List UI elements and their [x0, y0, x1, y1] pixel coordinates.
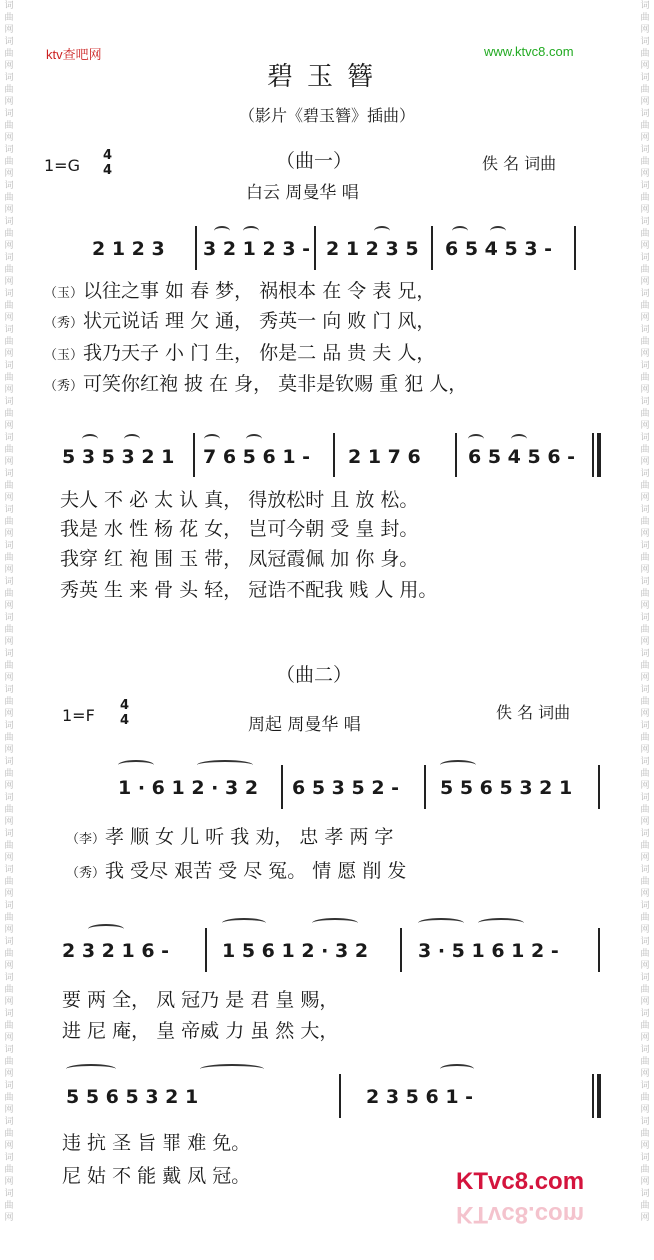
slur-mark	[440, 1064, 474, 1074]
song2-row2-measure-3: 3 · 5 1 6 1 2 -	[418, 940, 559, 962]
barline	[592, 433, 594, 477]
barline	[598, 928, 600, 972]
barline	[424, 765, 426, 809]
barline	[592, 1074, 594, 1118]
barline	[314, 226, 316, 270]
song2-row3-measure-1: 5 5 6 5 3 2 1	[66, 1086, 199, 1108]
barline	[574, 226, 576, 270]
slur-mark	[204, 434, 220, 444]
song1-singers: 白云 周曼华 唱	[246, 183, 359, 203]
final-barline	[597, 433, 601, 477]
watermark-right: www.ktvc8.com	[484, 44, 574, 59]
slur-mark	[82, 434, 98, 444]
page-subtitle: （影片《碧玉簪》插曲）	[238, 106, 415, 125]
song2-credit: 佚 名 词曲	[496, 703, 571, 722]
song1-row2-measure-4: 6 5 4 5 6 -	[468, 446, 576, 468]
barline	[339, 1074, 341, 1118]
slur-mark	[511, 434, 527, 444]
song1-row1-measure-2: 3 2 1 2 3 -	[203, 238, 311, 260]
barline	[333, 433, 335, 477]
slur-mark	[418, 918, 464, 928]
slur-mark	[452, 226, 468, 236]
slur-mark	[222, 918, 266, 928]
slur-mark	[124, 434, 140, 444]
slur-mark	[214, 226, 230, 236]
side-watermark-left: 词 曲 网 词 曲 网 词 曲 网 词 曲 网 词 曲 网 词 曲 网 词 曲 网 词 曲 网 词 曲 网 词 曲 网 词 曲 网 词 曲 网 词 曲 网 词 曲 网 词 曲 网 词 曲 网 词 曲 网 词 曲 网 词 曲 网 词 曲 网 词 曲 网 词 曲 网 词 曲 网 词 曲 网 词 曲 网 词 曲 网 词 曲 网 词 曲 网 词 曲 网 词 曲 网 词 曲 网 词 曲 网 词 曲 网 词 曲 网	[4, 1, 14, 1223]
song1-credit: 佚 名 词曲	[482, 154, 557, 173]
song1-row2-measure-2: 7 6 5 6 1 -	[203, 446, 311, 468]
slur-mark	[440, 760, 476, 770]
song1-verse-4: （秀）可笑你红袍 披 在 身， 莫非是钦赐 重 犯 人，	[44, 373, 468, 395]
watermark-left: ktv查吧网	[46, 47, 102, 62]
slur-mark	[312, 918, 358, 928]
song2-row2-measure-2: 1 5 6 1 2 · 3 2	[222, 940, 369, 962]
slur-mark	[374, 226, 390, 236]
barline	[455, 433, 457, 477]
song2-line-1: 要 两 全， 凤 冠乃 是 君 皇 赐，	[62, 989, 339, 1011]
song2-heading: （曲二）	[276, 664, 353, 686]
slur-mark	[490, 226, 506, 236]
song1-line-3: 我穿 红 袍 围 玉 带， 凤冠霞佩 加 你 身。	[60, 548, 419, 570]
site-logo: KTvc8.com	[456, 1168, 585, 1195]
barline	[281, 765, 283, 809]
song2-singers: 周起 周曼华 唱	[248, 715, 361, 735]
slur-mark	[197, 760, 253, 770]
song2-time-signature: 4 4	[120, 698, 130, 728]
barline	[400, 928, 402, 972]
slur-mark	[243, 226, 259, 236]
song2-line-4: 尼 姑 不 能 戴 凤 冠。	[62, 1165, 251, 1187]
barline	[205, 928, 207, 972]
barline	[431, 226, 433, 270]
page-title: 碧玉簪	[266, 62, 387, 92]
song2-line-3: 违 抗 圣 旨 罪 难 免。	[62, 1132, 251, 1154]
slur-mark	[478, 918, 524, 928]
slur-mark	[246, 434, 262, 444]
song1-key: 1=G	[44, 156, 80, 175]
song1-line-2: 我是 水 性 杨 花 女， 岂可今朝 受 皇 封。	[60, 518, 419, 540]
slur-mark	[66, 1064, 116, 1074]
song1-row2-measure-3: 2 1 7 6	[348, 446, 421, 468]
song1-line-1: 夫人 不 必 太 认 真， 得放松时 且 放 松。	[60, 489, 419, 511]
barline	[195, 226, 197, 270]
song1-verse-2: （秀）状元说话 理 欠 通， 秀英一 向 败 门 风，	[44, 310, 436, 332]
song1-verse-1: （玉）以往之事 如 春 梦， 祸根本 在 令 表 兄，	[44, 280, 436, 302]
side-watermark-right: 词 曲 网 词 曲 网 词 曲 网 词 曲 网 词 曲 网 词 曲 网 词 曲 网 词 曲 网 词 曲 网 词 曲 网 词 曲 网 词 曲 网 词 曲 网 词 曲 网 词 曲 网 词 曲 网 词 曲 网 词 曲 网 词 曲 网 词 曲 网 词 曲 网 词 曲 网 词 曲 网 词 曲 网 词 曲 网 词 曲 网 词 曲 网 词 曲 网 词 曲 网 词 曲 网 词 曲 网 词 曲 网 词 曲 网 词 曲 网	[640, 1, 650, 1223]
song1-row1-measure-1: 2 1 2 3	[92, 238, 165, 260]
song2-row2-measure-1: 2 3 2 1 6 -	[62, 940, 170, 962]
song2-verse-1: （李）孝 顺 女 儿 听 我 劝， 忠 孝 两 字	[66, 826, 394, 848]
song1-line-4: 秀英 生 来 骨 头 轻， 冠诰不配我 贱 人 用。	[60, 579, 438, 601]
song1-row2-measure-1: 5 3 5 3 2 1	[62, 446, 175, 468]
slur-mark	[200, 1064, 264, 1074]
site-logo-reflection: KTvc8.com	[456, 1201, 585, 1228]
song2-row3-measure-2: 2 3 5 6 1 -	[366, 1086, 474, 1108]
song1-row1-measure-4: 6 5 4 5 3 -	[445, 238, 553, 260]
song2-verse-2: （秀）我 受尽 艰苦 受 尽 冤。 情 愿 削 发	[66, 860, 407, 882]
final-barline	[597, 1074, 601, 1118]
song2-row1-measure-1: 1 · 6 1 2 · 3 2	[118, 777, 259, 799]
song2-row1-measure-2: 6 5 3 5 2 -	[292, 777, 400, 799]
song1-row1-measure-3: 2 1 2 3 5	[326, 238, 419, 260]
slur-mark	[118, 760, 154, 770]
barline	[193, 433, 195, 477]
song1-verse-3: （玉）我乃天子 小 门 生， 你是二 品 贵 夫 人，	[44, 342, 436, 364]
song1-time-signature: 4 4	[103, 148, 113, 178]
song2-row1-measure-3: 5 5 6 5 3 2 1	[440, 777, 573, 799]
slur-mark	[468, 434, 484, 444]
song1-heading: （曲一）	[276, 150, 353, 172]
barline	[598, 765, 600, 809]
slur-mark	[88, 924, 124, 934]
song2-line-2: 进 尼 庵， 皇 帝威 力 虽 然 大，	[62, 1020, 339, 1042]
song2-key: 1=F	[62, 706, 95, 725]
